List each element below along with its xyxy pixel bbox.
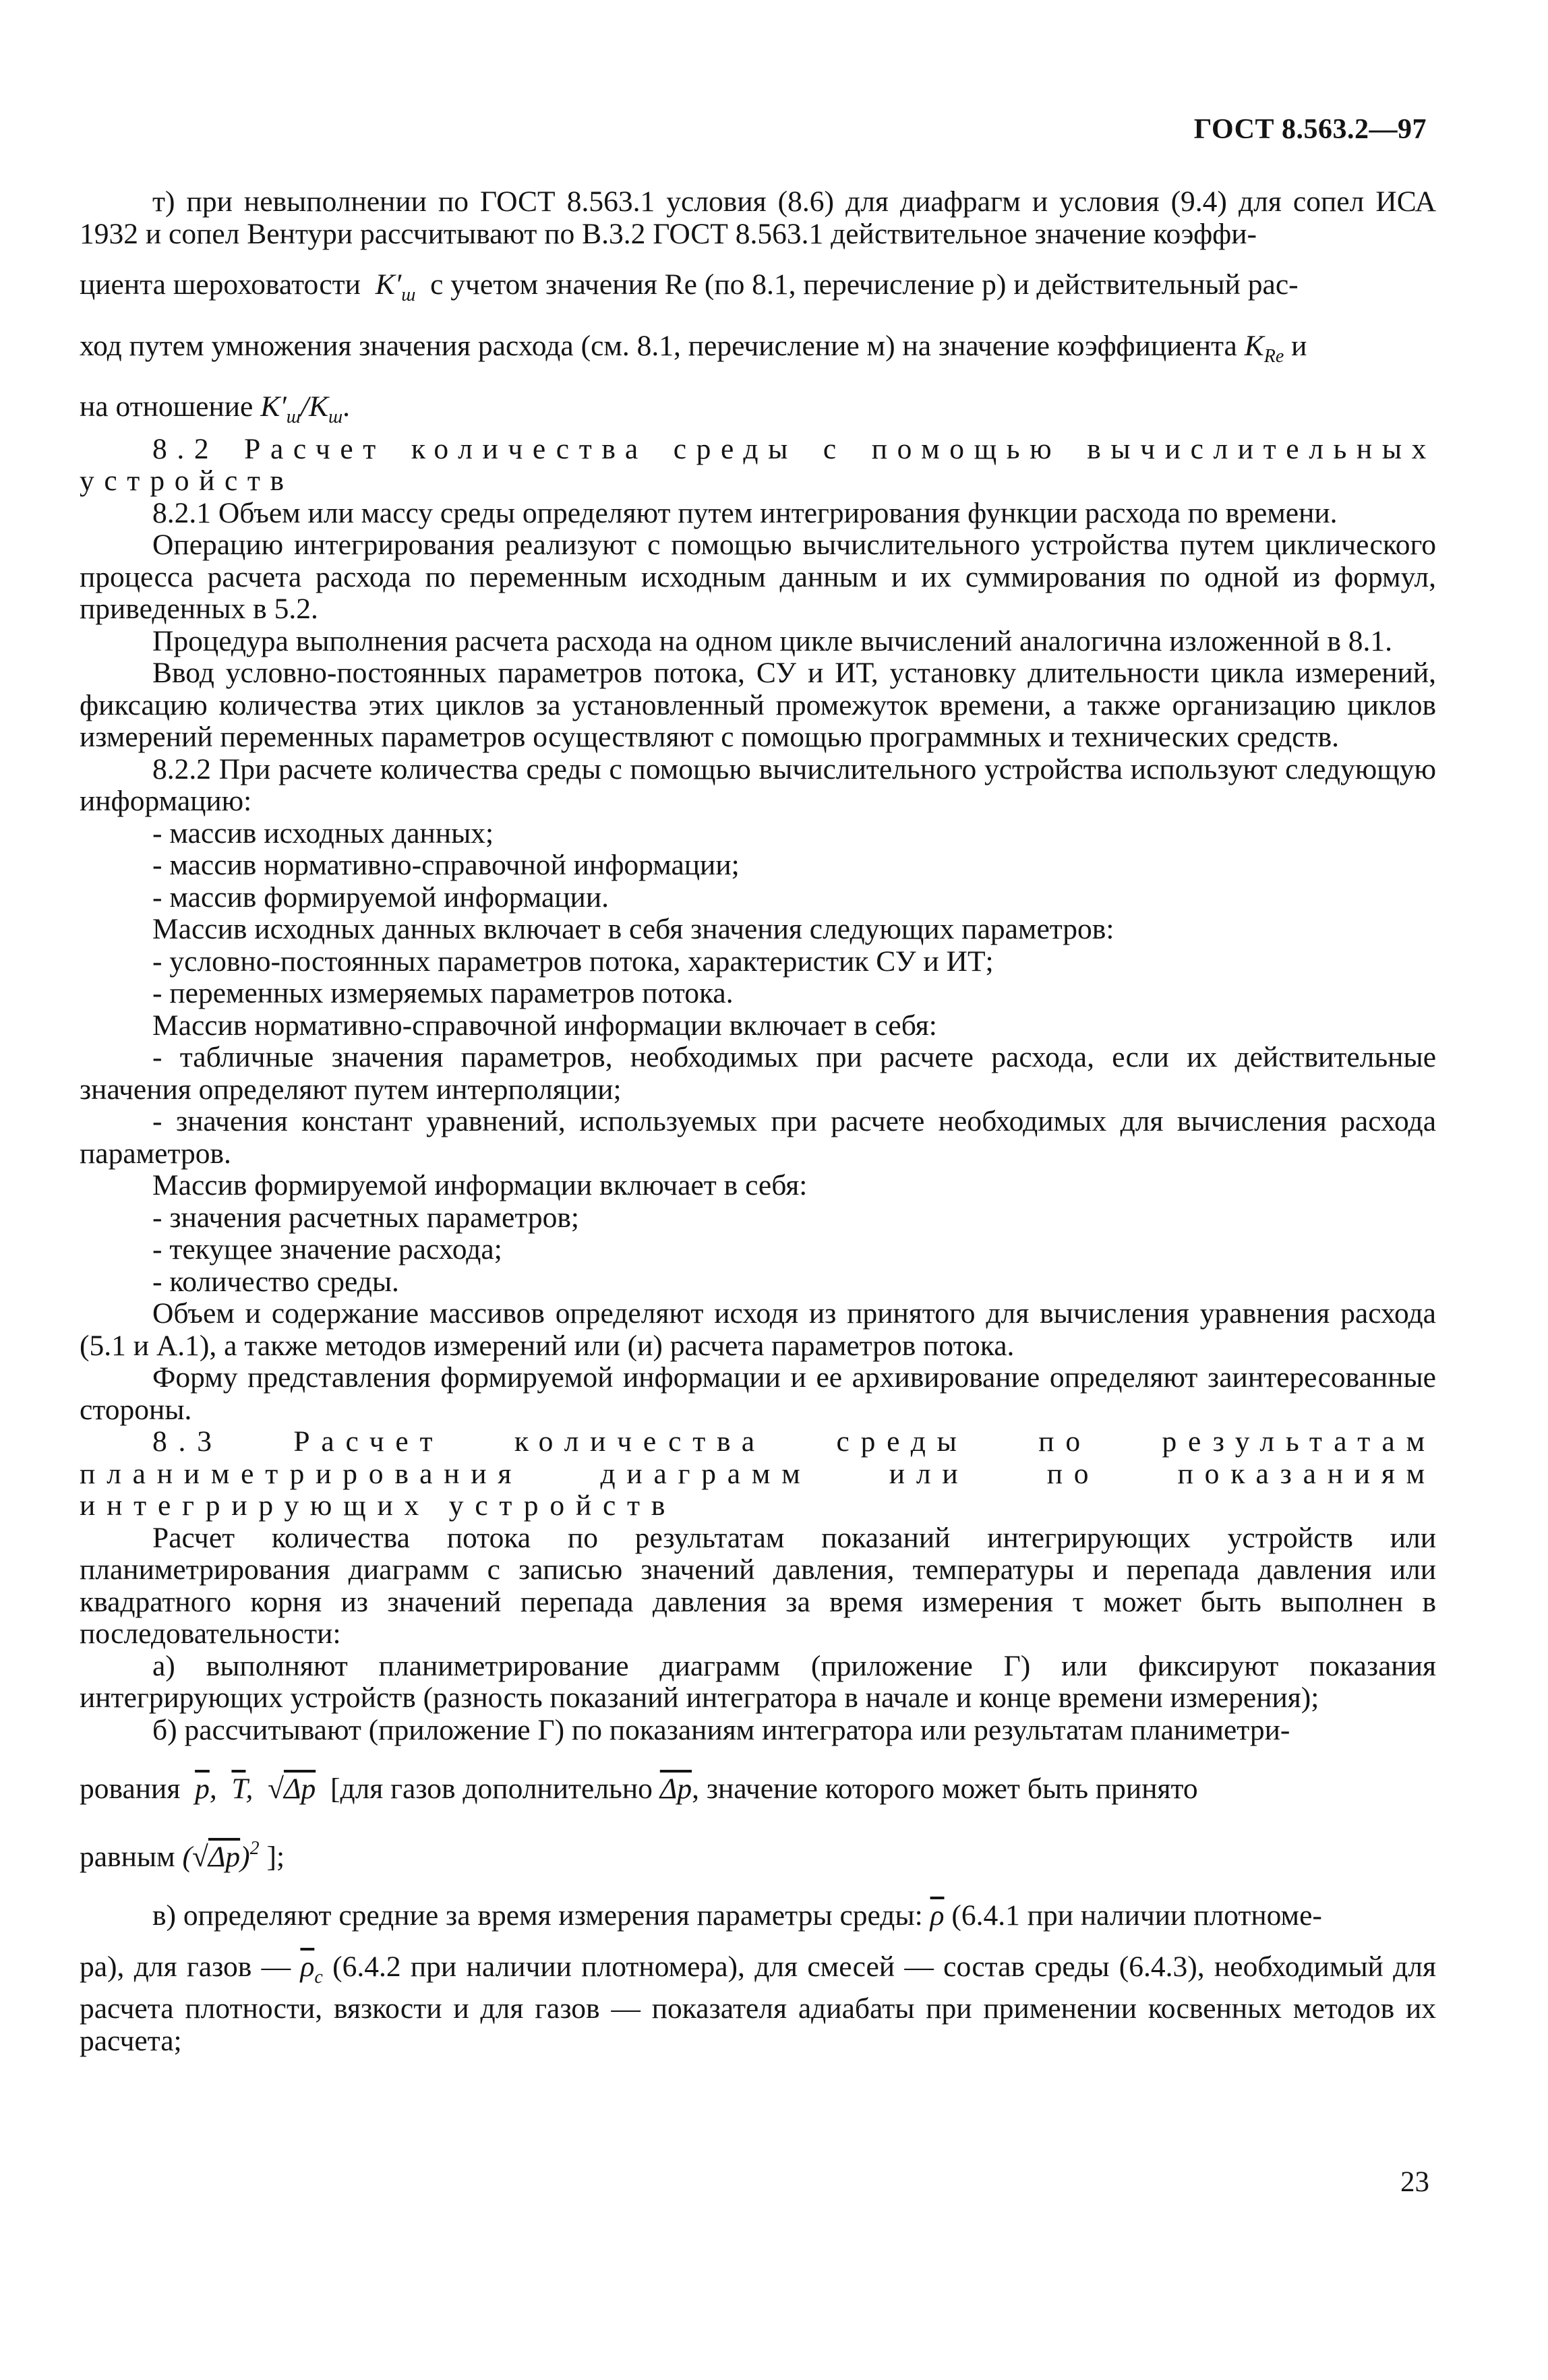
paragraph-t-3: ход путем умножения значения расхода (см. 8.1, перечисление м) на значение коэффициента $K_{Re}$ и [80,329,1307,367]
heading-8-3: 8.3 Расчет количества среды по результатам планиметрирования диаграмм или по показаниям интегрирующих устройств [80,1425,1436,1522]
paragraph-t-1: т) при невыполнении по ГОСТ 8.563.1 условия (8.6) для диафрагм и условия (9.4) для сопел ИСА 1932 и сопел Вентури рассчитывают по В.3.2 ГОСТ 8.563.1 действительное значение коэффи- [80,185,1436,250]
list-item: - табличные значения параметров, необходимых при расчете расхода, если их действительные значения определяют путем интерполяции; [80,1041,1436,1106]
list-item: - условно-постоянных параметров потока, характеристик СУ и ИТ; [152,945,994,978]
list-item: - значения расчетных параметров; [152,1201,579,1234]
paragraph-b-1: б) рассчитывают (приложение Г) по показаниям интегратора или результатам планиметри- [152,1713,1290,1746]
paragraph-8-3: Расчет количества потока по результатам показаний интегрирующих устройств или планиметрирования диаграмм с записью значений давления, температуры и перепада давления или квадратного корня из значений перепада давления за время измерения τ может быть выполнен в последовательности: [80,1521,1436,1650]
paragraph-input-array: Массив исходных данных включает в себя значения следующих параметров: [152,913,1114,945]
list-item: - текущее значение расхода; [152,1233,502,1266]
formula-k-ratio: $K'_ш/K_ш$ [260,390,343,427]
paragraph-v-2: ра), для газов — $\overline{\rho}_с$ (6.4.2 при наличии плотномера), для смесей — состав среды (6.4.3), необходимый для расчета плотности, вязкости и для газов — показателя адиабаты при применении косвенных методов их расчета; [80,1950,1436,2057]
paragraph-8-2-1b: Операцию интегрирования реализуют с помощью вычислительного устройства путем циклического процесса расчета расхода по переменным исходным данным и их суммирования по одной из формул, приведенных в 5.2. [80,529,1436,625]
formula-k-re: $K_{Re}$ [1244,329,1284,367]
list-item: - значения констант уравнений, используемых при расчете необходимых для вычисления расхода параметров. [80,1105,1436,1170]
paragraph-v-1: в) определяют средние за время измерения параметры среды: $\overline{\rho}$ (6.4.1 при наличии плотноме- [152,1899,1322,1932]
formula-mean-rho: $\overline{\rho}$ [930,1899,945,1932]
list-item: - массив формируемой информации. [152,881,609,914]
paragraph-form: Форму представления формируемой информации и ее архивирование определяют заинтересованные стороны. [80,1361,1436,1426]
paragraph-output-array: Массив формируемой информации включает в себя: [152,1169,808,1201]
list-item: - количество среды. [152,1265,399,1298]
formula-mean-p-t-sqrt: $\overline{p}$, $\overline{T}$, √Δp [195,1773,316,1805]
paragraph-t-4: на отношение $K'_ш/K_ш$. [80,390,351,427]
paragraph-8-2-1c: Процедура выполнения расчета расхода на одном цикле вычислений аналогична изложенной в 8.1. [152,624,1392,657]
formula-k-sh-prime: $K'_ш$ [367,268,416,305]
formula-sqrt-dp-squared: $(√\Delta p)^2$ [182,1837,260,1873]
paragraph-8-2-1: 8.2.1 Объем или массу среды определяют путем интегрирования функции расхода по времени. [152,496,1338,529]
formula-mean-dp: $\overline{\Delta p}$ [659,1773,692,1805]
paragraph-reference-array: Массив нормативно-справочной информации включает в себя: [152,1009,937,1042]
formula-mean-rho-c: $\overline{\rho}_с$ [300,1950,323,1988]
paragraph-b-2: рования $\overline{p}$, $\overline{T}$, √Δp [для газов дополнительно $\overline{\Delta p}$, значение которого может быть принято [80,1773,1198,1805]
paragraph-a: а) выполняют планиметрирование диаграмм (приложение Г) или фиксируют показания интегрирующих устройств (разность показаний интегратора в начале и конце времени измерения); [80,1649,1436,1714]
list-item: - массив исходных данных; [152,816,494,850]
paragraph-8-2-1d: Ввод условно-постоянных параметров потока, СУ и ИТ, установку длительности цикла измерений, фиксацию количества этих циклов за установленный промежуток времени, а также организацию циклов измерений переменных параметров осуществляют с помощью программных и технических средств. [80,657,1436,753]
paragraph-8-2-2: 8.2.2 При расчете количества среды с помощью вычислительного устройства используют следующую информацию: [80,752,1436,817]
page-number: 23 [1400,2166,1429,2198]
paragraph-volume: Объем и содержание массивов определяют исходя из принятого для вычисления уравнения расхода (5.1 и А.1), а также методов измерений или (и) расчета параметров потока. [80,1297,1436,1362]
standard-header: ГОСТ 8.563.2—97 [1193,114,1427,145]
paragraph-t-2: циента шероховатости $K'_ш$ с учетом значения Re (по 8.1, перечисление р) и действительный рас- [80,268,1299,305]
heading-8-2: 8.2 Расчет количества среды с помощью вычислительных устройств [80,432,1436,497]
document-body [80,186,1436,2057]
paragraph-b-3: равным $(√\Delta p)^2$ ]; [80,1837,285,1873]
list-item: - переменных измеряемых параметров потока. [152,977,734,1009]
list-item: - массив нормативно-справочной информации; [152,849,740,881]
